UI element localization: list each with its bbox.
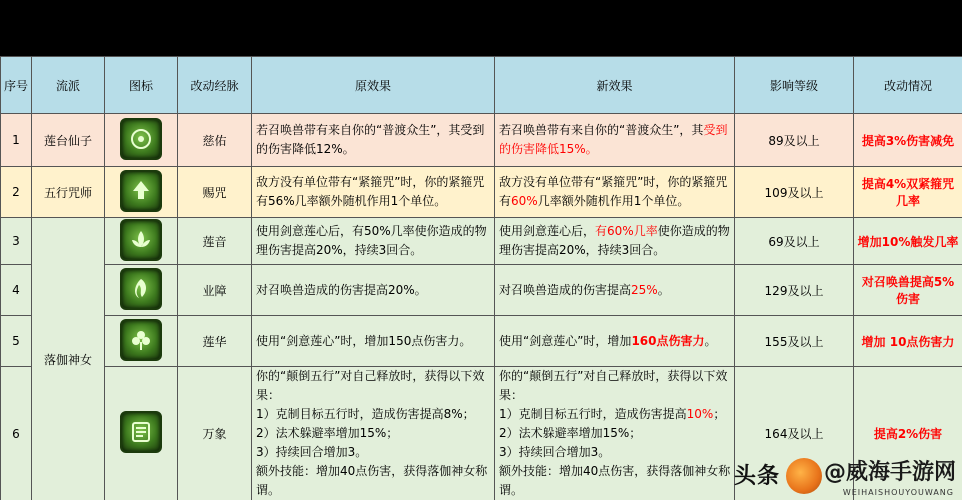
header-orig: 原效果 [252, 57, 495, 114]
row-num: 3 [1, 218, 32, 265]
row-new: 你的“颠倒五行”对自己释放时，获得以下效果： 1）克制目标五行时，造成伤害提高10%； 2）法术躲避率增加15%； 3）持续回合增加3。 额外技能：增加40点伤害，获得落伽神女称谓。 [495, 367, 735, 500]
row-new: 使用剑意莲心后，有60%几率使你造成的物理伤害提高20%，持续3回合。 [495, 218, 735, 265]
row-change: 提高4%双紧箍咒几率 [854, 167, 962, 218]
watermark-logo-icon [786, 458, 822, 494]
row-meridian: 莲华 [178, 316, 252, 367]
lotus-face-icon [120, 118, 162, 160]
top-black-bar [0, 0, 962, 56]
row-level: 109及以上 [735, 167, 854, 218]
row-new: 若召唤兽带有来自你的“普渡众生”，其受到的伤害降低15%。 [495, 114, 735, 167]
tree-icon [120, 170, 162, 212]
row-change: 对召唤兽提高5%伤害 [854, 265, 962, 316]
table-row [1, 265, 962, 316]
header-meridian: 改动经脉 [178, 57, 252, 114]
header-change: 改动情况 [854, 57, 962, 114]
watermark [734, 456, 956, 496]
row-num: 5 [1, 316, 32, 367]
row-orig: 对召唤兽造成的伤害提高20%。 [252, 265, 495, 316]
row-change: 增加 10点伤害力 [854, 316, 962, 367]
row-orig: 你的“颠倒五行”对自己释放时，获得以下效果： 1）克制目标五行时，造成伤害提高8%； 2）法术躲避率增加15%； 3）持续回合增加3。 额外技能：增加40点伤害，获得落伽神女称谓。 [252, 367, 495, 500]
row-school: 五行咒师 [32, 167, 105, 218]
table-row [1, 316, 962, 367]
row-new: 对召唤兽造成的伤害提高25%。 [495, 265, 735, 316]
watermark-sub: WEIHAISHOUYOUWANG [842, 488, 954, 497]
swirl-icon [120, 268, 162, 310]
meridian-change-table [0, 56, 962, 500]
header-num: 序号 [1, 57, 32, 114]
flower-icon [120, 319, 162, 361]
scroll-icon [120, 411, 162, 453]
row-school: 落伽神女 [32, 218, 105, 500]
row-orig: 使用剑意莲心后，有50%几率使你造成的物理伤害提高20%，持续3回合。 [252, 218, 495, 265]
row-num: 1 [1, 114, 32, 167]
row-num: 4 [1, 265, 32, 316]
row-new: 使用“剑意莲心”时，增加160点伤害力。 [495, 316, 735, 367]
row-orig: 若召唤兽带有来自你的“普渡众生”，其受到的伤害降低12%。 [252, 114, 495, 167]
row-level: 69及以上 [735, 218, 854, 265]
header-school: 流派 [32, 57, 105, 114]
row-school: 莲台仙子 [32, 114, 105, 167]
table-row [1, 218, 962, 265]
row-new: 敌方没有单位带有“紧箍咒”时，你的紧箍咒有60%几率额外随机作用1个单位。 [495, 167, 735, 218]
row-change: 提高2%伤害 [854, 367, 962, 500]
header-level: 影响等级 [735, 57, 854, 114]
table-row [1, 114, 962, 167]
row-level: 155及以上 [735, 316, 854, 367]
lotus-icon [120, 219, 162, 261]
row-orig: 敌方没有单位带有“紧箍咒”时，你的紧箍咒有56%几率额外随机作用1个单位。 [252, 167, 495, 218]
row-level: 89及以上 [735, 114, 854, 167]
row-meridian: 赐咒 [178, 167, 252, 218]
row-change: 提高3%伤害减免 [854, 114, 962, 167]
row-meridian: 慈佑 [178, 114, 252, 167]
row-orig: 使用“剑意莲心”时，增加150点伤害力。 [252, 316, 495, 367]
meridian-change-table-wrap [0, 56, 962, 500]
row-num: 2 [1, 167, 32, 218]
watermark-brand: @威海手游网 [823, 460, 956, 485]
row-num: 6 [1, 367, 32, 500]
header-icon: 图标 [105, 57, 178, 114]
table-row [1, 167, 962, 218]
row-meridian: 万象 [178, 367, 252, 500]
header-new: 新效果 [495, 57, 735, 114]
row-meridian: 莲音 [178, 218, 252, 265]
row-level: 129及以上 [735, 265, 854, 316]
row-meridian: 业障 [178, 265, 252, 316]
header-row [1, 57, 962, 114]
row-level: 164及以上 [735, 367, 854, 500]
row-change: 增加10%触发几率 [854, 218, 962, 265]
watermark-prefix: 头条 [734, 464, 781, 489]
